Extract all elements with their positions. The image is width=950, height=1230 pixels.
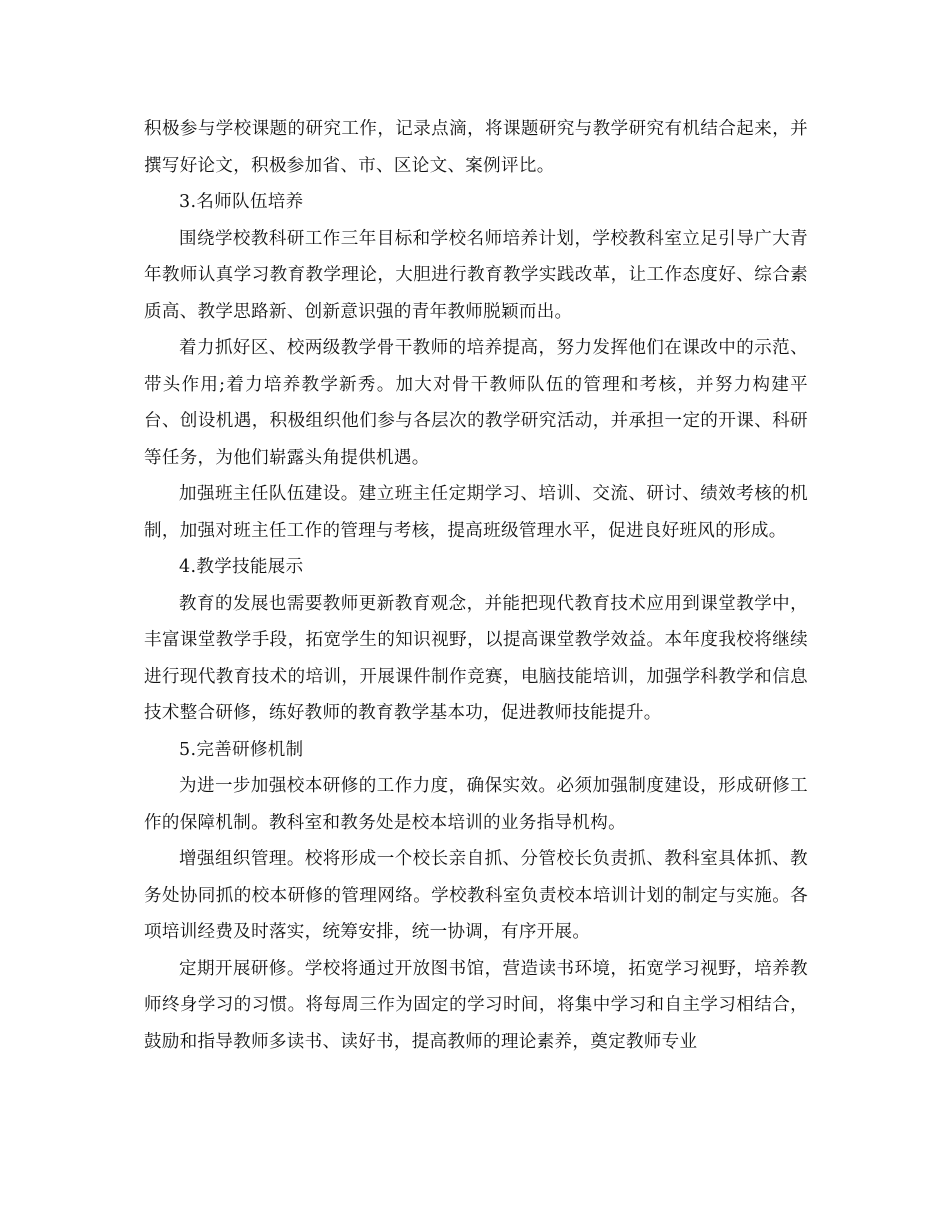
document-body [144,111,808,1060]
paragraph: 增强组织管理。校将形成一个校长亲自抓、分管校长负责抓、教科室具体抓、教务处协同抓的校本研修的管理网络。学校教科室负责校本培训计划的制定与实施。各项培训经费及时落实，统筹安排，统一协调，有序开展。 [144,849,808,942]
paragraph: 为进一步加强校本研修的工作力度，确保实效。必须加强制度建设，形成研修工作的保障机制。教科室和教务处是校本培训的业务指导机构。 [144,776,808,833]
paragraph-continuation: 积极参与学校课题的研究工作，记录点滴，将课题研究与教学研究有机结合起来，并撰写好论文，积极参加省、市、区论文、案例评比。 [144,119,808,176]
section-heading-teaching-skills: 4.教学技能展示 [179,557,304,577]
paragraph: 定期开展研修。学校将通过开放图书馆，营造读书环境，拓宽学习视野，培养教师终身学习的习惯。将每周三作为固定的学习时间，将集中学习和自主学习相结合，鼓励和指导教师多读书、读好书，提高教师的理论素养，奠定教师专业 [144,958,808,1052]
paragraph: 教育的发展也需要教师更新教育观念，并能把现代教育技术应用到课堂教学中，丰富课堂教学手段，拓宽学生的知识视野，以提高课堂教学效益。本年度我校将继续进行现代教育技术的培训，开展课件制作竞赛，电脑技能培训，加强学科教学和信息技术整合研修，练好教师的教育教学基本功，促进教师技能提升。 [144,593,808,723]
paragraph: 着力抓好区、校两级教学骨干教师的培养提高，努力发挥他们在课改中的示范、带头作用;着力培养教学新秀。加大对骨干教师队伍的管理和考核，并努力构建平台、创设机遇，积极组织他们参与各层次的教学研究活动，并承担一定的开课、科研等任务，为他们崭露头角提供机遇。 [144,338,808,468]
section-heading-research-mechanism: 5.完善研修机制 [179,739,304,760]
section-heading-famous-teachers: 3.名师队伍培养 [179,192,304,212]
paragraph: 围绕学校教科研工作三年目标和学校名师培养计划，学校教科室立足引导广大青年教师认真学习教育教学理论，大胆进行教育教学实践改革，让工作态度好、综合素质高、教学思路新、创新意识强的青年教师脱颖而出。 [144,228,808,322]
paragraph: 加强班主任队伍建设。建立班主任定期学习、培训、交流、研讨、绩效考核的机制，加强对班主任工作的管理与考核，提高班级管理水平，促进良好班风的形成。 [144,484,808,541]
